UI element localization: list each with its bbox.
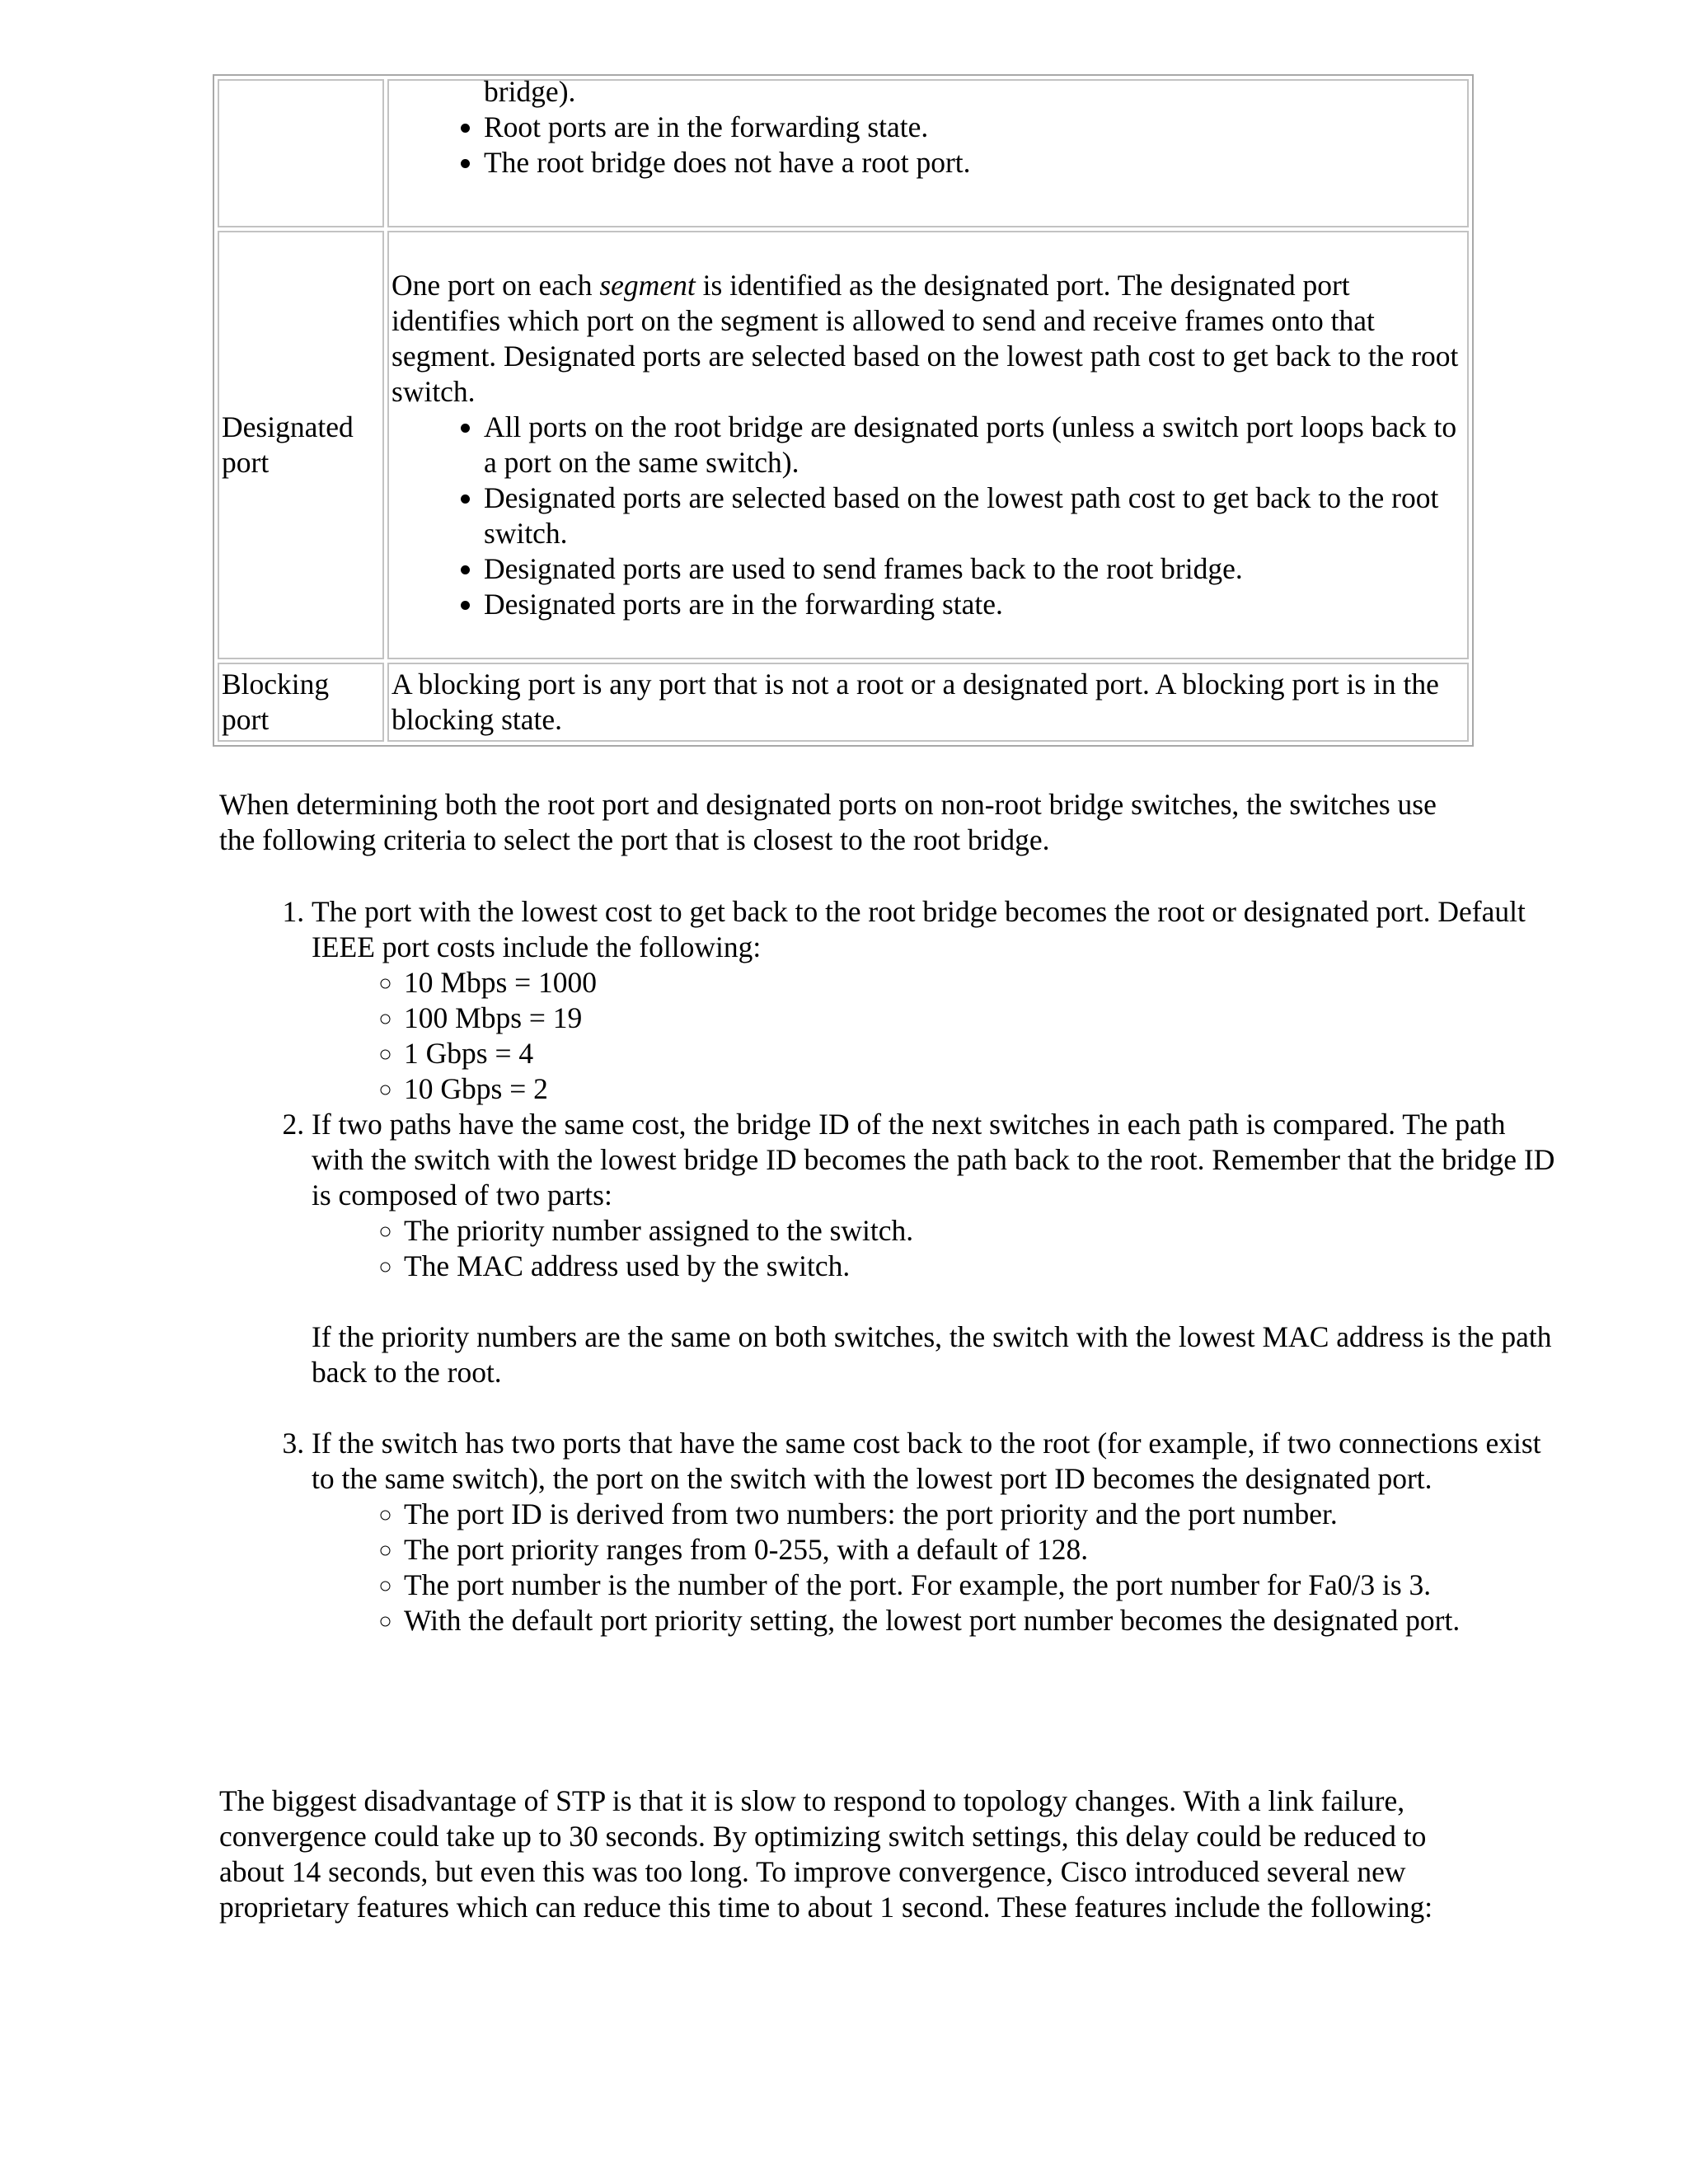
sub-list-item: ◦ The MAC address used by the switch.: [404, 1249, 1564, 1284]
sub-list: [312, 1497, 1564, 1638]
text-segment: is identified as the designated port. The designated port identifies which port on the segment is allowed to send and receive frames onto that segment. Designated ports are selected based on the lowest path cost to get back to the root switch.: [392, 269, 1459, 408]
sub-list-item: ◦ The port number is the number of the port. For example, the port number for Fa0/3 is 3.: [404, 1568, 1564, 1603]
sub-list-item: ◦ 1 Gbps = 4: [404, 1036, 1564, 1071]
list-item: • Designated ports are in the forwarding state.: [484, 587, 1465, 622]
criteria-note: If the priority numbers are the same on both switches, the switch with the lowest MAC address is the path back to the root.: [312, 1320, 1552, 1389]
sub-list-item: ◦ 10 Mbps = 1000: [404, 965, 1564, 1001]
port-roles-table: [213, 74, 1474, 747]
sub-list-item: ◦ The port priority ranges from 0-255, with a default of 128.: [404, 1532, 1564, 1568]
criteria-list: [219, 894, 1564, 1638]
intro-paragraph: When determining both the root port and designated ports on non-root bridge switches, the switches use the following criteria to select the port that is closest to the root bridge.: [219, 788, 1437, 856]
port-name-cell: [218, 79, 384, 227]
sub-list-item: ◦ With the default port priority setting, the lowest port number becomes the designated port.: [404, 1603, 1564, 1638]
table-row: [218, 79, 1469, 227]
list-item: • Designated ports are used to send frames back to the root bridge.: [484, 551, 1465, 587]
table-row: [218, 231, 1469, 659]
list-item: [312, 1426, 1564, 1638]
port-name-cell: Blocking port: [218, 663, 384, 742]
port-description-cell: A blocking port is any port that is not a root or a designated port. A blocking port is in the blocking state.: [387, 663, 1469, 742]
list-item: • The root bridge does not have a root port.: [484, 145, 1465, 180]
sub-list-item: ◦ 10 Gbps = 2: [404, 1071, 1564, 1107]
list-item: • All ports on the root bridge are designated ports (unless a switch port loops back to a port on the same switch).: [484, 410, 1465, 480]
port-name-cell: Designated port: [218, 231, 384, 659]
table-row: [218, 663, 1469, 742]
criteria-text: The port with the lowest cost to get back to the root bridge becomes the root or designated port. Default IEEE port costs include the following:: [312, 895, 1526, 963]
list-item: • Designated ports are selected based on the lowest path cost to get back to the root switch.: [484, 480, 1465, 551]
list-item: [312, 1107, 1564, 1390]
disadvantage-paragraph: The biggest disadvantage of STP is that it is slow to respond to topology changes. With a link failure, convergence could take up to 30 seconds. By optimizing switch settings, this delay could be reduced to about 14 seconds, but even this was too long. To improve convergence, Cisco introduced several new proprietary features which can reduce this time to about 1 second. These features include the following:: [219, 1784, 1433, 1924]
criteria-text: If two paths have the same cost, the bridge ID of the next switches in each path is compared. The path with the switch with the lowest bridge ID becomes the path back to the root. Remember that the bridge ID is composed of two parts:: [312, 1108, 1555, 1212]
port-description-cell: [387, 231, 1469, 659]
sub-list: [312, 1213, 1564, 1284]
list-item: • Root ports are in the forwarding state.: [484, 110, 1465, 145]
sub-list-item: ◦ The port ID is derived from two numbers: the port priority and the port number.: [404, 1497, 1564, 1532]
emphasized-term: segment: [599, 269, 696, 302]
bullet-list: [392, 110, 1465, 180]
sub-list-item: ◦ 100 Mbps = 19: [404, 1001, 1564, 1036]
bullet-list: [392, 410, 1465, 622]
text-segment: One port on each: [392, 269, 600, 302]
sub-list-item: ◦ The priority number assigned to the switch.: [404, 1213, 1564, 1249]
continued-text: bridge).: [484, 75, 576, 108]
criteria-text: If the switch has two ports that have the same cost back to the root (for example, if two connections exist to the same switch), the port on the switch with the lowest port ID becomes the designated port.: [312, 1427, 1541, 1495]
sub-list: [312, 965, 1564, 1107]
port-description-cell: [387, 75, 1469, 227]
list-item: [312, 894, 1564, 1107]
description-paragraph: [392, 268, 1465, 410]
